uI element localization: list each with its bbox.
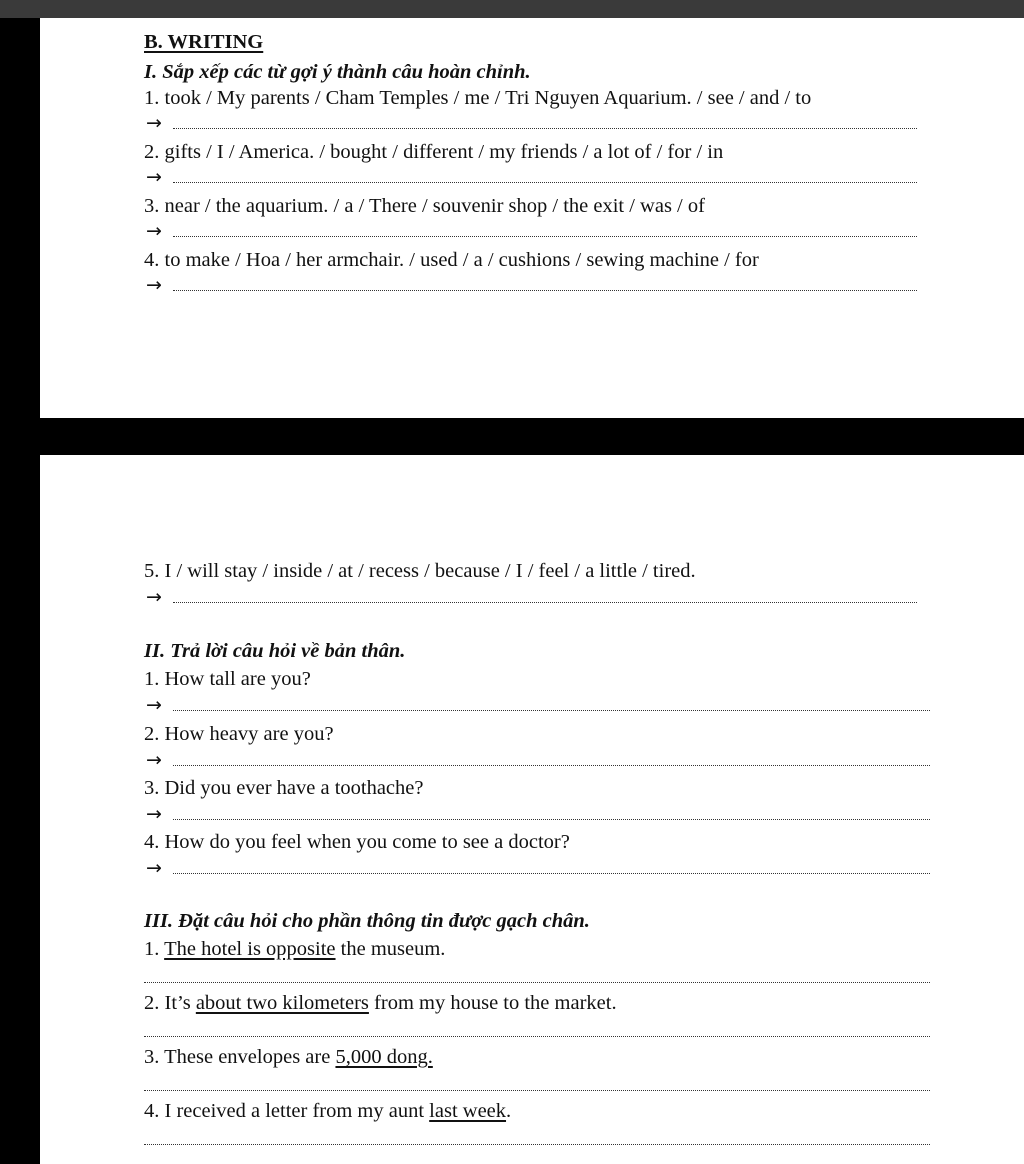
part2-item-1: 1. How tall are you? <box>144 668 311 690</box>
part1-heading: I. Sắp xếp các từ gợi ý thành câu hoàn chỉnh. <box>144 61 531 83</box>
answer-line[interactable] <box>173 128 917 129</box>
part2-heading: II. Trả lời câu hỏi về bản thân. <box>144 640 406 662</box>
part3-heading: III. Đặt câu hỏi cho phần thông tin được gạch chân. <box>144 910 590 932</box>
answer-line[interactable] <box>173 873 930 874</box>
viewer-top-bar <box>0 0 1024 18</box>
section-title: B. WRITING <box>144 31 264 53</box>
part3-item-2 <box>144 993 617 1014</box>
answer-arrow-icon: → <box>146 112 162 134</box>
answer-line[interactable] <box>173 602 917 603</box>
answer-line[interactable] <box>144 1090 930 1091</box>
answer-arrow-icon: → <box>146 857 162 879</box>
part2-item-2: 2. How heavy are you? <box>144 723 334 745</box>
item-text: from my house to the market. <box>368 992 617 1014</box>
answer-line[interactable] <box>144 1036 930 1037</box>
answer-arrow-icon: → <box>146 274 162 296</box>
part1-item-2: 2. gifts / I / America. / bought / different / my friends / a lot of / for / in <box>144 141 724 163</box>
answer-line[interactable] <box>173 290 917 291</box>
part1-item-1: 1. took / My parents / Cham Temples / me / Tri Nguyen Aquarium. / see / and / to <box>144 87 812 109</box>
item-text: the museum. <box>335 938 446 960</box>
item-text: 3. These envelopes are <box>144 1046 336 1068</box>
part3-item-3 <box>144 1047 433 1068</box>
item-text: 2. It’s <box>144 992 196 1014</box>
answer-line[interactable] <box>173 182 917 183</box>
answer-arrow-icon: → <box>146 694 162 716</box>
part1-item-3: 3. near / the aquarium. / a / There / souvenir shop / the exit / was / of <box>144 195 705 217</box>
underlined-text: 5,000 dong. <box>335 1046 433 1068</box>
part2-item-3: 3. Did you ever have a toothache? <box>144 777 424 799</box>
item-text: 4. I received a letter from my aunt <box>144 1100 430 1122</box>
answer-line[interactable] <box>144 982 930 983</box>
part1-item-4: 4. to make / Hoa / her armchair. / used / a / cushions / sewing machine / for <box>144 249 759 271</box>
part3-item-4 <box>144 1101 511 1122</box>
part2-item-4: 4. How do you feel when you come to see a doctor? <box>144 831 570 853</box>
answer-line[interactable] <box>173 710 930 711</box>
worksheet-page-2 <box>40 455 1024 1164</box>
underlined-text: The hotel is opposite <box>164 938 336 960</box>
answer-arrow-icon: → <box>146 220 162 242</box>
answer-line[interactable] <box>173 765 930 766</box>
part1-item-5: 5. I / will stay / inside / at / recess / because / I / feel / a little / tired. <box>144 560 696 582</box>
answer-arrow-icon: → <box>146 586 162 608</box>
worksheet-page-1 <box>40 18 1024 418</box>
answer-arrow-icon: → <box>146 166 162 188</box>
answer-arrow-icon: → <box>146 803 162 825</box>
answer-line[interactable] <box>173 236 917 237</box>
underlined-text: about two kilometers <box>195 992 369 1014</box>
answer-line[interactable] <box>173 819 930 820</box>
part3-item-1 <box>144 939 445 960</box>
answer-arrow-icon: → <box>146 749 162 771</box>
item-text: 1. <box>144 938 165 960</box>
answer-line[interactable] <box>144 1144 930 1145</box>
underlined-text: last week <box>429 1100 507 1122</box>
item-text: . <box>506 1100 512 1122</box>
